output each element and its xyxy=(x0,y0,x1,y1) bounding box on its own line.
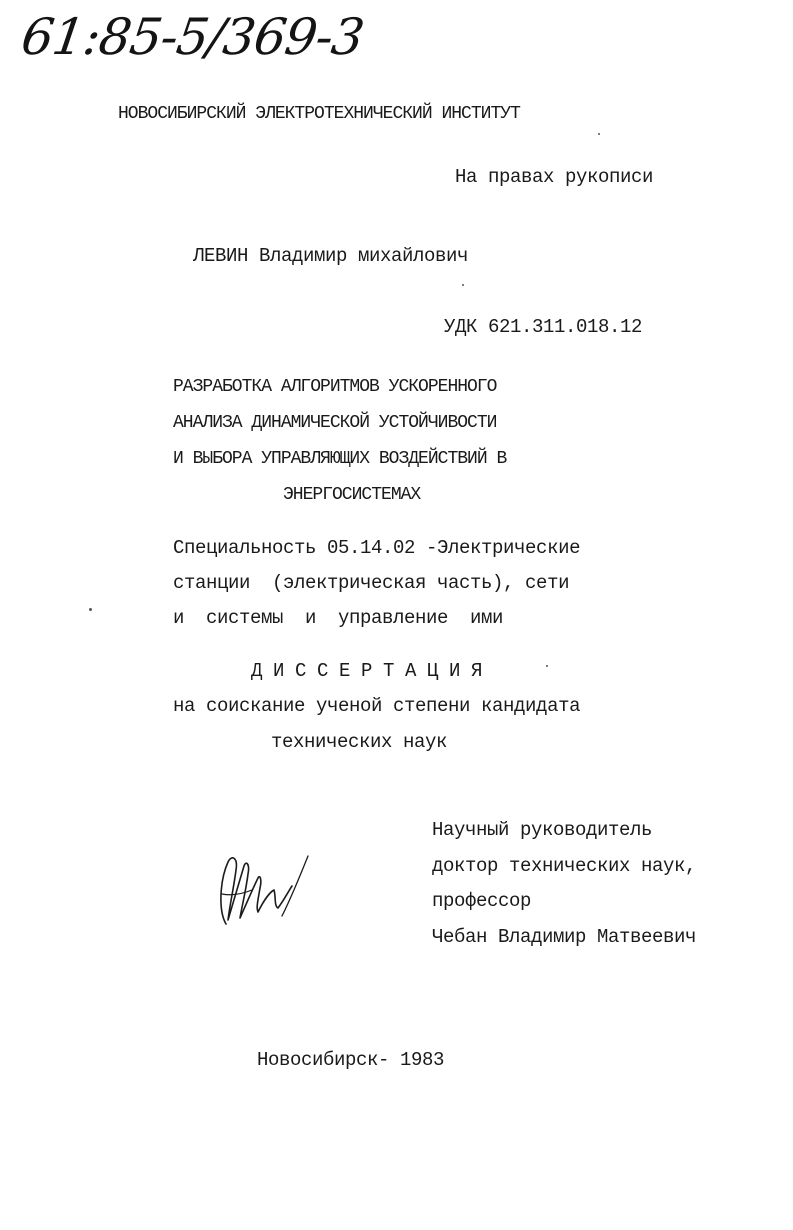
title-line: ЭНЕРГОСИСТЕМАХ xyxy=(283,485,421,505)
manuscript-rights-note: На правах рукописи xyxy=(455,166,654,188)
paper-speck xyxy=(89,608,92,611)
signature xyxy=(212,850,316,930)
paper-speck xyxy=(598,133,600,135)
place-and-year: Новосибирск- 1983 xyxy=(257,1049,445,1071)
supervisor-line: Научный руководитель xyxy=(432,819,653,841)
document-type: Д И С С Е Р Т А Ц И Я xyxy=(251,660,483,682)
degree-line: на соискание ученой степени кандидата xyxy=(173,695,581,717)
specialty-line: и системы и управление ими xyxy=(173,607,504,629)
degree-line: технических наук xyxy=(271,731,448,753)
supervisor-line: профессор xyxy=(432,890,532,912)
title-line: РАЗРАБОТКА АЛГОРИТМОВ УСКОРЕННОГО xyxy=(173,377,497,397)
specialty-line: станции (электрическая часть), сети xyxy=(173,572,570,594)
supervisor-name: Чебан Владимир Матвеевич xyxy=(432,926,697,948)
paper-speck xyxy=(546,665,548,667)
institute-name: НОВОСИБИРСКИЙ ЭЛЕКТРОТЕХНИЧЕСКИЙ ИНСТИТУТ xyxy=(118,104,520,124)
supervisor-line: доктор технических наук, xyxy=(432,855,697,877)
specialty-line: Специальность 05.14.02 -Электрические xyxy=(173,537,581,559)
paper-speck xyxy=(462,284,464,286)
title-line: АНАЛИЗА ДИНАМИЧЕСКОЙ УСТОЙЧИВОСТИ xyxy=(173,413,497,433)
udc-code: УДК 621.311.018.12 xyxy=(444,316,643,338)
author-name: ЛЕВИН Владимир михайлович xyxy=(193,245,469,267)
archive-number-handwritten: 61:85-5/369-3 xyxy=(17,8,367,66)
title-line: И ВЫБОРА УПРАВЛЯЮЩИХ ВОЗДЕЙСТВИЙ В xyxy=(173,449,507,469)
